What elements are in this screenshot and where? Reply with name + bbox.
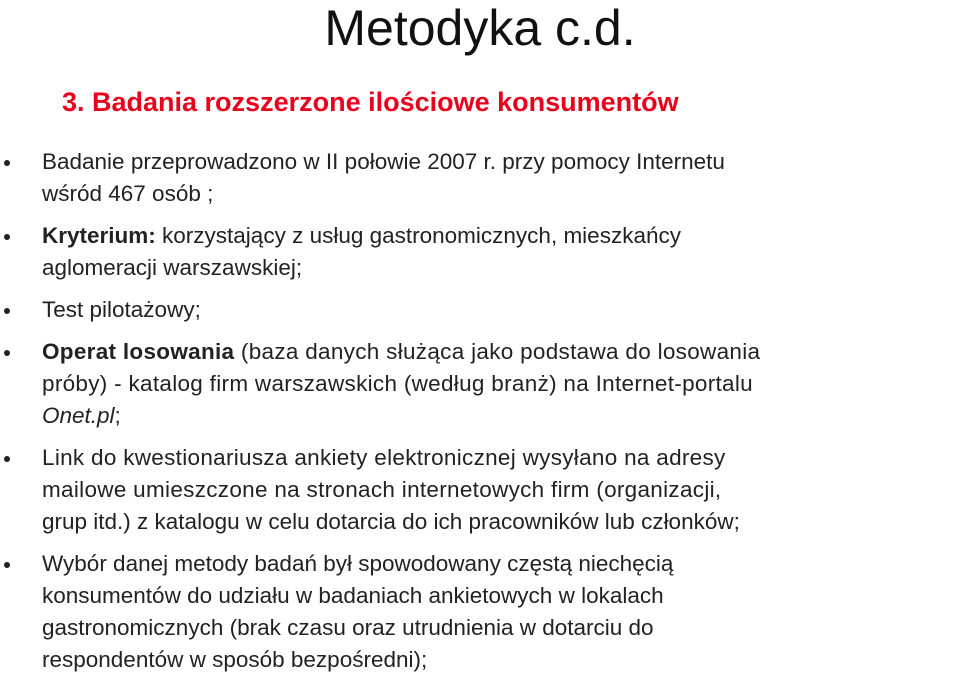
bullet-list: [0, 146, 960, 686]
bullet-line: grup itd.) z katalogu w celu dotarcia do ich pracowników lub członków;: [42, 509, 740, 534]
bullet-line: respondentów w sposób bezpośredni);: [42, 647, 428, 672]
bullet-dot-icon: [4, 562, 10, 568]
bullet-line: konsumentów do udziału w badaniach ankietowych w lokalach: [42, 583, 664, 608]
bullet-line: aglomeracji warszawskiej;: [42, 255, 303, 280]
bullet-dot-icon: [4, 160, 10, 166]
bullet-text: ;: [114, 403, 121, 428]
slide-title: Metodyka c.d.: [324, 0, 636, 56]
bullet-text: (baza danych służąca jako podstawa do losowania: [234, 339, 761, 364]
bullet-dot-icon: [4, 234, 10, 240]
bullet-line: próby) - katalog firm warszawskich (według branż) na Internet-portalu: [42, 371, 753, 396]
bullet-bold-lead: Kryterium:: [42, 223, 156, 248]
bullet-item-method-choice: [0, 548, 960, 676]
bullet-dot-icon: [4, 456, 10, 462]
bullet-line: [42, 220, 956, 252]
section-subtitle: 3. Badania rozszerzone ilościowe konsumentów: [62, 87, 679, 117]
bullet-bold-lead: Operat losowania: [42, 339, 235, 364]
bullet-line: mailowe umieszczone na stronach internetowych firm (organizacji,: [42, 477, 722, 502]
bullet-dot-icon: [4, 308, 10, 314]
bullet-text: korzystający z usług gastronomicznych, mieszkańcy: [155, 223, 681, 248]
bullet-item-sampling-frame: [0, 336, 960, 432]
bullet-line: Test pilotażowy;: [42, 297, 201, 322]
bullet-line: Wybór danej metody badań był spowodowany częstą niechęcią: [42, 551, 674, 576]
bullet-line: [42, 400, 956, 432]
bullet-line: Link do kwestionariusza ankiety elektronicznej wysyłano na adresy: [42, 445, 726, 470]
bullet-line: Badanie przeprowadzono w II połowie 2007 r. przy pomocy Internetu: [42, 149, 725, 174]
bullet-item-questionnaire-link: [0, 442, 960, 538]
bullet-italic-text: Onet.pl: [42, 403, 115, 428]
bullet-line: wśród 467 osób ;: [42, 181, 214, 206]
bullet-item-pilot-test: [0, 294, 960, 326]
bullet-line: [42, 336, 956, 368]
bullet-item-criterion: [0, 220, 960, 284]
bullet-line: gastronomicznych (brak czasu oraz utrudnienia w dotarciu do: [42, 615, 654, 640]
bullet-item-survey: [0, 146, 960, 210]
bullet-dot-icon: [4, 350, 10, 356]
